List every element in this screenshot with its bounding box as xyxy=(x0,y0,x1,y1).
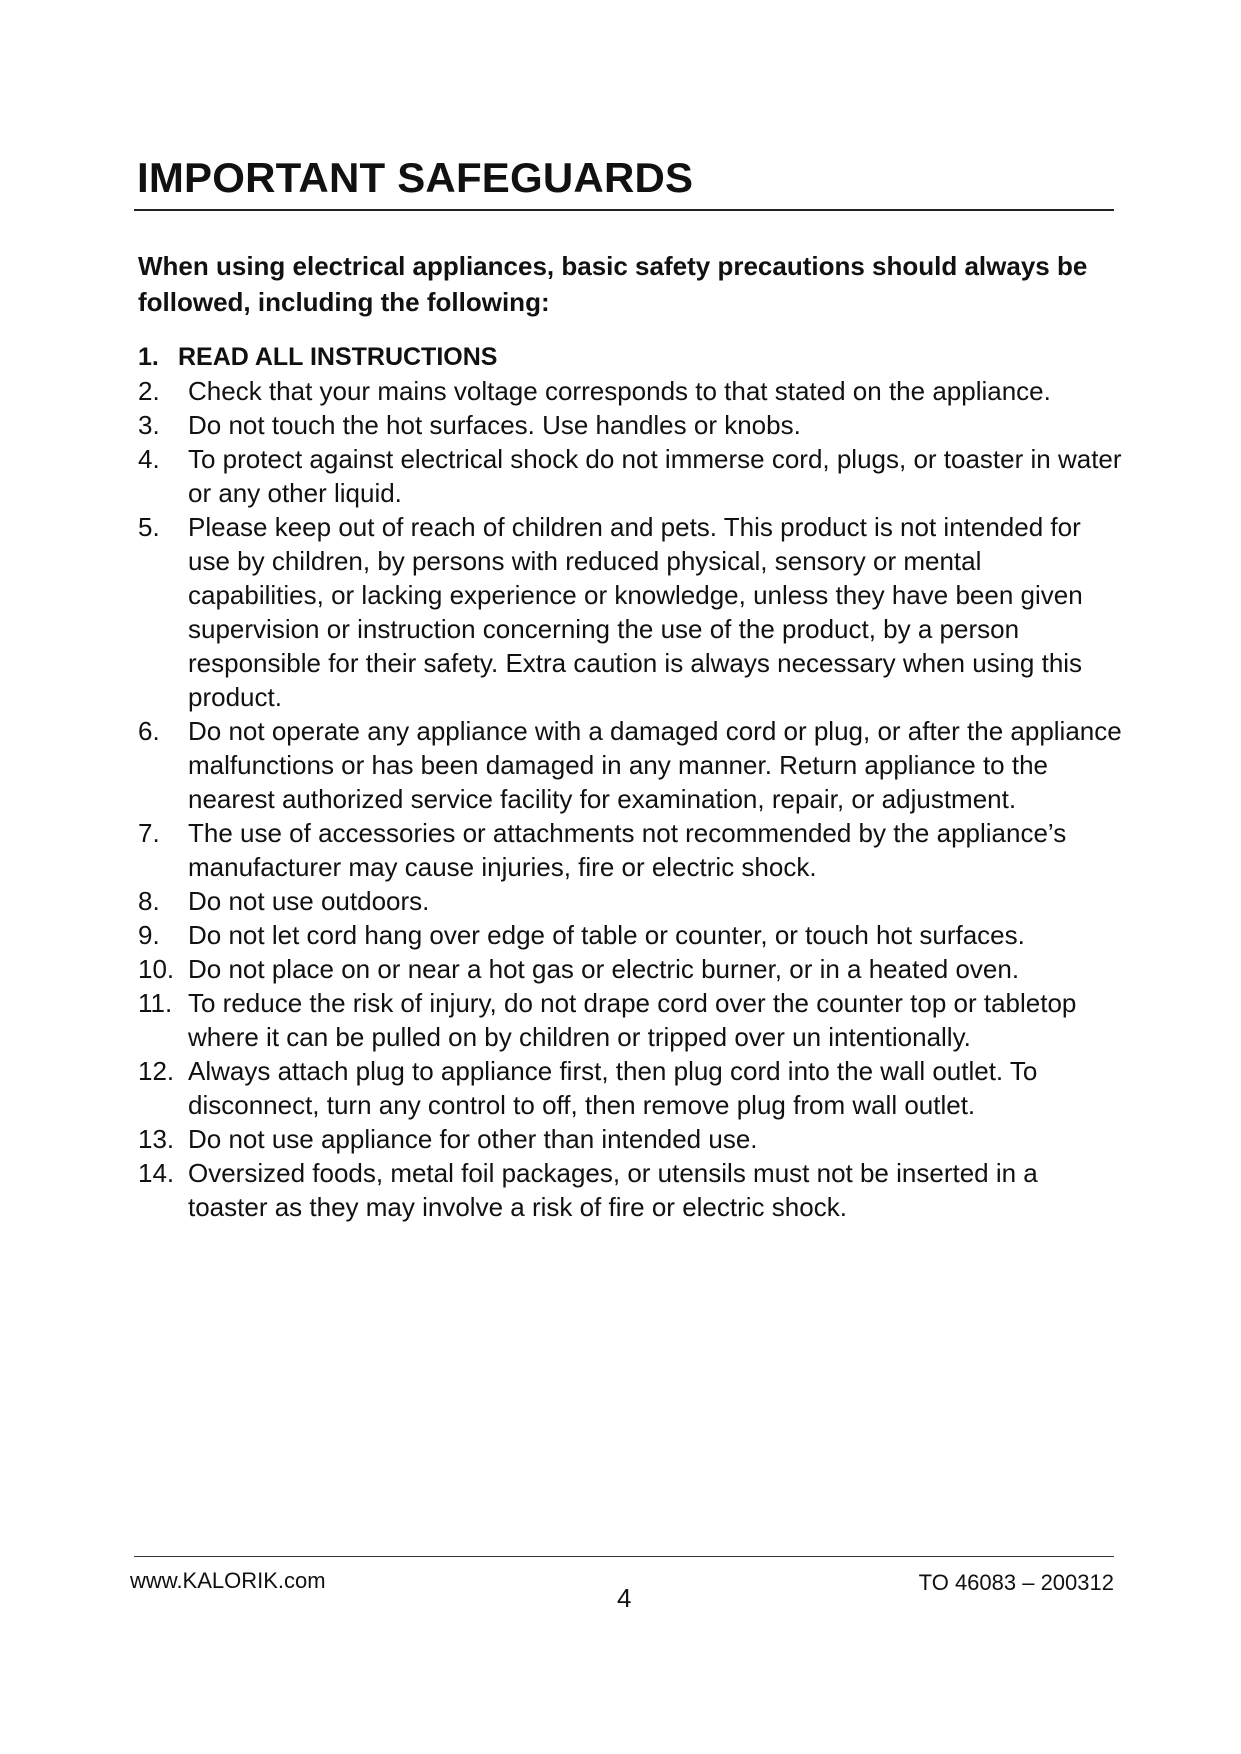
list-item xyxy=(138,1054,1123,1122)
list-item-number: 2. xyxy=(138,376,160,406)
list-item-number: 3. xyxy=(138,410,160,440)
list-item xyxy=(138,510,1123,714)
list-item-number: 13. xyxy=(138,1124,175,1154)
list-item-number: 8. xyxy=(138,886,160,916)
list-item-number: 5. xyxy=(138,512,160,542)
list-item-number: 7. xyxy=(138,818,160,848)
list-item xyxy=(138,918,1123,952)
list-item xyxy=(138,1156,1123,1224)
list-item xyxy=(138,952,1123,986)
list-item-text: Do not let cord hang over edge of table or counter, or touch hot surfaces. xyxy=(188,920,1025,950)
list-item-text: Check that your mains voltage corresponds to that stated on the appliance. xyxy=(188,376,1051,406)
list-item xyxy=(138,442,1123,510)
list-item-text: The use of accessories or attachments not recommended by the appliance’s manufacturer may cause injuries, fire or electric shock. xyxy=(188,818,1067,882)
list-item-text: Do not touch the hot surfaces. Use handles or knobs. xyxy=(188,410,801,440)
footer-page-number: 4 xyxy=(617,1583,632,1613)
list-item-number: 9. xyxy=(138,920,160,950)
list-item-text: Please keep out of reach of children and pets. This product is not intended for use by children, by persons with reduced physical, sensory or mental capabilities, or lacking experience or knowledge, unless they have been given supervision or instruction concerning the use of the product, by a person responsible for their safety. Extra caution is always necessary when using this product. xyxy=(188,512,1083,712)
list-item-number: 11. xyxy=(138,988,173,1018)
footer-model-code: TO 46083 – 200312 xyxy=(918,1570,1114,1595)
list-item xyxy=(138,816,1123,884)
list-item-text: To protect against electrical shock do not immerse cord, plugs, or toaster in water or any other liquid. xyxy=(188,444,1122,508)
list-item-text: Do not use outdoors. xyxy=(188,886,430,916)
list-item-text: Do not operate any appliance with a damaged cord or plug, or after the appliance malfunctions or has been damaged in any manner. Return appliance to the nearest authorized service facility for examination, repair, or adjustment. xyxy=(188,716,1122,814)
list-item xyxy=(138,340,1123,374)
list-item xyxy=(138,374,1123,408)
list-item-text: Do not use appliance for other than intended use. xyxy=(188,1124,758,1154)
safeguards-list xyxy=(138,340,1123,1224)
list-item xyxy=(138,408,1123,442)
title-underline xyxy=(134,209,1114,211)
list-item-number: 14. xyxy=(138,1158,175,1188)
list-item xyxy=(138,1122,1123,1156)
list-item xyxy=(138,884,1123,918)
intro-paragraph: When using electrical appliances, basic safety precautions should always be followed, including the following: xyxy=(138,251,1088,317)
list-item-number: 10. xyxy=(138,954,175,984)
list-item-number: 12. xyxy=(138,1056,175,1086)
list-item-text: Oversized foods, metal foil packages, or utensils must not be inserted in a toaster as they may involve a risk of fire or electric shock. xyxy=(188,1158,1038,1222)
list-item-number: 6. xyxy=(138,716,160,746)
list-item xyxy=(138,714,1123,816)
list-item-text: READ ALL INSTRUCTIONS xyxy=(178,343,498,371)
list-item-number: 1. xyxy=(138,343,159,371)
list-item-number: 4. xyxy=(138,444,160,474)
list-item-text: To reduce the risk of injury, do not drape cord over the counter top or tabletop where it can be pulled on by children or tripped over un intentionally. xyxy=(188,988,1077,1052)
footer-divider xyxy=(134,1556,1114,1557)
list-item-text: Always attach plug to appliance first, then plug cord into the wall outlet. To disconnect, turn any control to off, then remove plug from wall outlet. xyxy=(188,1056,1038,1120)
list-item xyxy=(138,986,1123,1054)
page-title: IMPORTANT SAFEGUARDS xyxy=(137,154,694,201)
footer-website: www.KALORIK.com xyxy=(130,1568,326,1593)
list-item-text: Do not place on or near a hot gas or electric burner, or in a heated oven. xyxy=(188,954,1020,984)
